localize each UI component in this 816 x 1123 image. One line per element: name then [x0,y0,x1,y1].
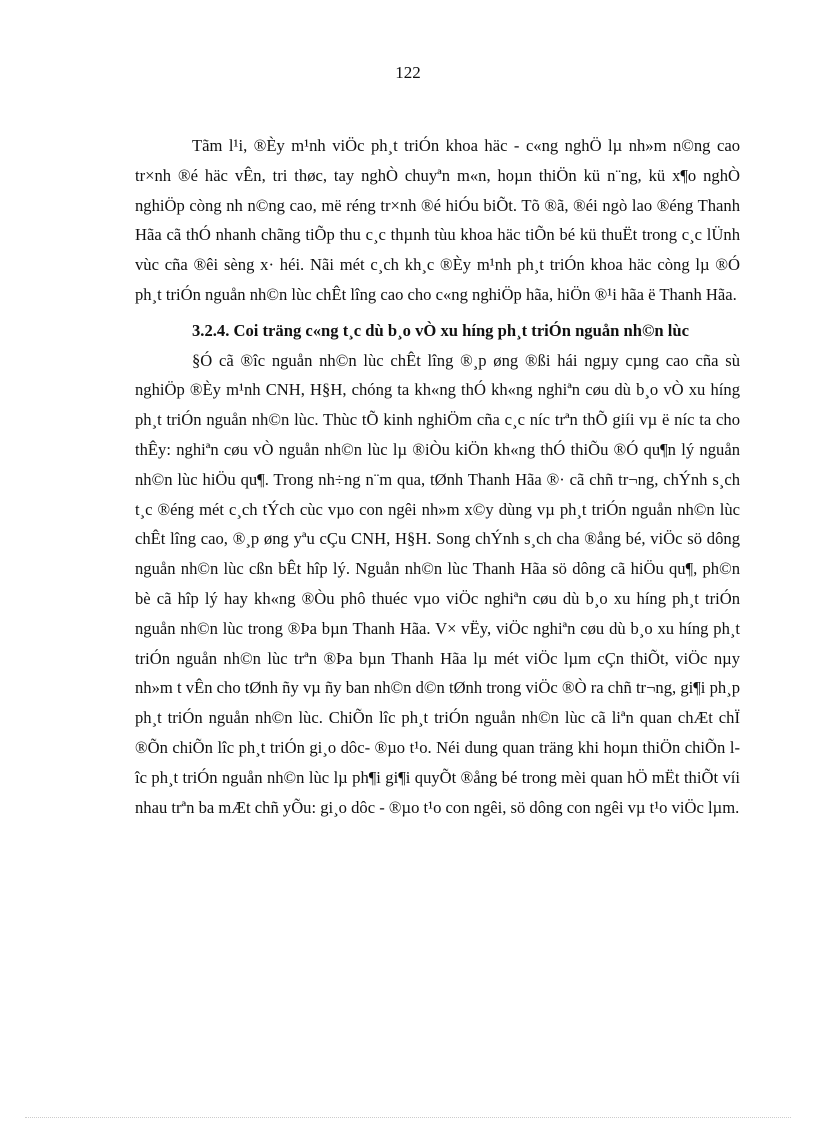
paragraph-summary: Tãm l¹i, ®Èy m¹nh viÖc ph¸t triÓn khoa häc - c«ng nghÖ lµ nh»m n©ng cao tr×nh ®é häc vÊn, tri thøc, tay nghÒ chuyªn m«n, hoµn thiÖn kü n¨ng, kü x¶o nghÒ nghiÖp còng nh n©ng cao, më réng tr×nh ®é hiÓu biÕt. Tõ ®ã, ®éi ngò lao ®éng Thanh Hãa cã thÓ nhanh chãng tiÕp thu c¸c thµnh tùu khoa häc tiÕn bé kü thuËt trong c¸c lÜnh vùc cña ®êi sèng x· héi. Nãi mét c¸ch kh¸c ®Èy m¹nh ph¸t triÓn khoa häc còng lµ ®Ó ph¸t triÓn nguån nh©n lùc chÊt lîng cao cho c«ng nghiÖp hãa, hiÖn ®¹i hãa ë Thanh Hãa. [135,136,740,304]
page-number: 122 [395,63,421,82]
section-heading: 3.2.4. Coi träng c«ng t¸c dù b¸o vÒ xu híng ph¸t triÓn nguån nh©n lùc [192,320,689,340]
page-bottom-rule [25,1117,791,1118]
document-body [135,131,740,822]
paragraph-forecast: §Ó cã ®îc nguån nh©n lùc chÊt lîng ®¸p øng ®ßi hái ngµy cµng cao cña sù nghiÖp ®Èy m¹nh CNH, H§H, chóng ta kh«ng thÓ kh«ng nghiªn cøu dù b¸o vÒ xu híng ph¸t triÓn nguån nh©n lùc. Thùc tÕ kinh nghiÖm cña c¸c níc trªn thÕ giíi vµ ë níc ta cho thÊy: nghiªn cøu vÒ nguån nh©n lùc lµ ®iÒu kiÖn kh«ng thÓ thiÕu ®Ó qu¶n lý nguån nh©n lùc hiÖu qu¶. Trong nh÷ng n¨m qua, tØnh Thanh Hãa ®· cã chñ tr¬ng, chÝnh s¸ch t¸c ®éng mét c¸ch tÝch cùc vµo con ngêi nh»m x©y dùng vµ ph¸t triÓn nguån nh©n lùc chÊt lîng cao, ®¸p øng yªu cÇu CNH, H§H. Song chÝnh s¸ch cha ®ång bé, viÖc sö dông nguån nh©n lùc cßn bÊt hîp lý. Nguån nh©n lùc Thanh Hãa sö dông cã hiÖu qu¶, ph©n bè cã hîp lý hay kh«ng ®Òu phô thuéc vµo viÖc nghiªn cøu dù b¸o xu híng ph¸t triÓn nguån nh©n lùc trong ®Þa bµn Thanh Hãa. V× vËy, viÖc nghiªn cøu dù b¸o xu híng ph¸t triÓn nguån nh©n lùc trªn ®Þa bµn Thanh Hãa lµ mét viÖc lµm cÇn thiÕt, viÖc nµy nh»m t vÊn cho tØnh ñy vµ ñy ban nh©n d©n tØnh trong viÖc ®Ò ra chñ tr¬ng, gi¶i ph¸p ph¸t triÓn nguån nh©n lùc. ChiÕn lîc ph¸t triÓn nguån nh©n lùc cã liªn quan chÆt chÏ ®Õn chiÕn lîc ph¸t triÓn gi¸o dôc- ®µo t¹o. Néi dung quan träng khi hoµn thiÖn chiÕn lîc ph¸t triÓn nguån nh©n lùc lµ ph¶i gi¶i quyÕt ®ång bé trong mèi quan hÖ mËt thiÕt víi nhau trªn ba mÆt chñ yÕu: gi¸o dôc - ®µo t¹o con ngêi, sö dông con ngêi vµ t¹o viÖc lµm. [135,350,740,817]
